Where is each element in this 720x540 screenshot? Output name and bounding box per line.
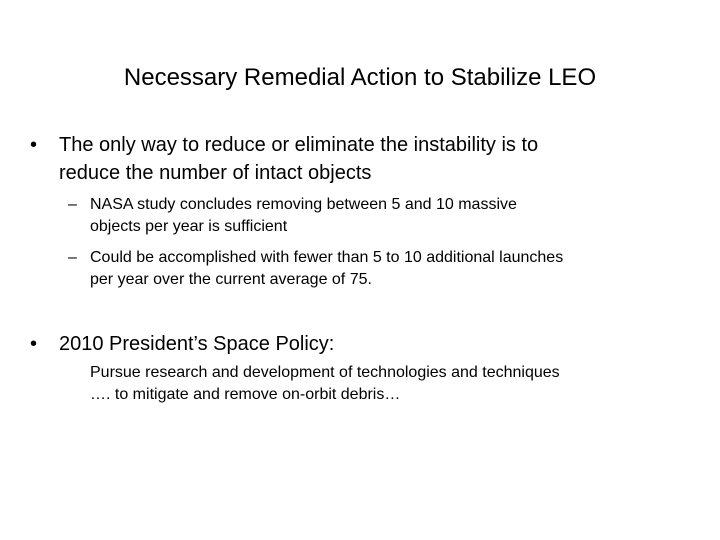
bullet-1-line-2: reduce the number of intact objects [59,162,372,184]
bullet-1-line-1: The only way to reduce or eliminate the instability is to [59,134,539,156]
bullet-marker: • [30,134,38,156]
sub-bullet-1-text [90,194,517,238]
policy-quote-line-1: Pursue research and development of technologies and techniques [90,364,560,381]
sub-bullet-marker: – [68,196,77,213]
sub-bullet-marker: – [68,249,77,266]
slide-title: Necessary Remedial Action to Stabilize LEO [123,64,597,91]
bullet-1-text [59,131,538,187]
policy-quote-line-2: …. to mitigate and remove on-orbit debris… [90,386,401,403]
bullet-2-line-1: 2010 President’s Space Policy: [59,333,335,355]
sub-bullet-2-line-2: per year over the current average of 75. [90,271,372,288]
sub-bullet-2-text [90,247,563,291]
bullet-marker: • [30,333,38,355]
sub-bullet-2-line-1: Could be accomplished with fewer than 5 to 10 additional launches [90,249,564,266]
bullet-2-text [59,330,334,358]
policy-quote [90,362,560,406]
sub-bullet-1-line-1: NASA study concludes removing between 5 and 10 massive [90,196,517,213]
sub-bullet-1-line-2: objects per year is sufficient [90,218,288,235]
